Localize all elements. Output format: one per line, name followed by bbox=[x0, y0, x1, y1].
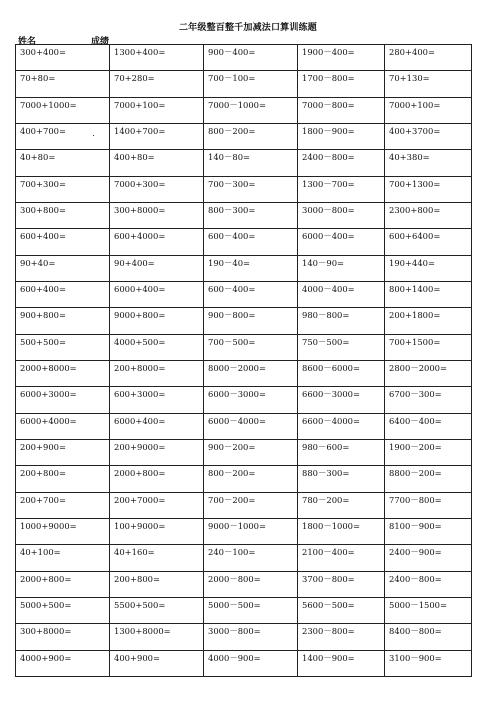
problem-cell bbox=[16, 518, 110, 544]
problem-text: 70+80= bbox=[20, 73, 56, 84]
problem-cell bbox=[204, 387, 298, 413]
problem-text: 4000－400= bbox=[302, 283, 355, 294]
problem-cell bbox=[385, 71, 472, 97]
problem-text: 1800－1000= bbox=[302, 520, 361, 531]
problem-text: 800－300= bbox=[208, 204, 256, 215]
problem-text: 8100－900= bbox=[389, 520, 442, 531]
problem-text: 800－200= bbox=[208, 125, 256, 136]
problem-cell bbox=[110, 360, 204, 386]
problem-text: 7000+300= bbox=[114, 178, 166, 189]
problem-text: 1900－400= bbox=[302, 47, 355, 57]
problem-cell bbox=[298, 150, 385, 176]
problem-text: 2000+8000= bbox=[20, 362, 77, 373]
problem-text: 600+6400= bbox=[389, 231, 441, 242]
problem-cell bbox=[204, 571, 298, 597]
problem-cell bbox=[298, 545, 385, 571]
problem-cell bbox=[110, 466, 204, 492]
name-label: 姓名 bbox=[18, 37, 37, 47]
problem-text: 40+380= bbox=[389, 152, 430, 163]
problem-text: 200+8000= bbox=[114, 362, 166, 373]
problem-text: 5600－500= bbox=[302, 599, 355, 610]
problem-text: 1400－900= bbox=[302, 652, 355, 663]
problem-cell bbox=[385, 597, 472, 623]
table-row bbox=[16, 571, 472, 597]
problem-cell bbox=[298, 439, 385, 465]
problem-text: 40+160= bbox=[114, 547, 155, 558]
problem-cell bbox=[385, 571, 472, 597]
problem-text: 1000+9000= bbox=[20, 520, 77, 531]
problem-text: 2100－400= bbox=[302, 547, 355, 558]
problem-text: 6000－400= bbox=[302, 231, 355, 242]
problem-text: 700+1300= bbox=[389, 178, 441, 189]
problem-cell bbox=[110, 650, 204, 676]
problem-text: 600+400= bbox=[20, 283, 67, 294]
problem-text: 300+8000= bbox=[114, 204, 166, 215]
problem-cell bbox=[298, 597, 385, 623]
problem-text: 6000－3000= bbox=[208, 389, 267, 400]
problem-text: 6000－4000= bbox=[208, 415, 267, 426]
problem-text: 200+800= bbox=[20, 468, 67, 479]
problem-cell bbox=[385, 176, 472, 202]
problem-text: 2400－800= bbox=[389, 573, 442, 584]
problem-text: 190－40= bbox=[208, 257, 251, 268]
problem-cell bbox=[110, 150, 204, 176]
problem-text: 600+3000= bbox=[114, 389, 166, 400]
problem-cell bbox=[110, 229, 204, 255]
problem-text: 6400－400= bbox=[389, 415, 442, 426]
problem-text: 7000+1000= bbox=[20, 99, 77, 110]
problem-text: 90+400= bbox=[114, 257, 155, 268]
table-row bbox=[16, 202, 472, 228]
problem-cell bbox=[16, 71, 110, 97]
problem-cell bbox=[385, 255, 472, 281]
table-row bbox=[16, 229, 472, 255]
problem-cell bbox=[298, 387, 385, 413]
problem-cell bbox=[298, 45, 385, 71]
problem-text: 800+1400= bbox=[389, 283, 441, 294]
problem-cell bbox=[204, 466, 298, 492]
problem-text: 300+800= bbox=[20, 204, 67, 215]
problem-text: 200+9000= bbox=[114, 441, 166, 452]
problem-cell bbox=[298, 571, 385, 597]
problem-cell bbox=[385, 97, 472, 123]
problem-cell bbox=[385, 123, 472, 149]
problem-cell bbox=[298, 624, 385, 650]
problem-text: 8600－6000= bbox=[302, 362, 361, 373]
table-row bbox=[16, 71, 472, 97]
problem-cell bbox=[204, 71, 298, 97]
problem-text: 280+400= bbox=[389, 47, 436, 57]
problem-text: 7000+100= bbox=[389, 99, 441, 110]
problem-text: 4000+500= bbox=[114, 336, 166, 347]
problem-text: 700－500= bbox=[208, 336, 256, 347]
table-row bbox=[16, 466, 472, 492]
problem-cell bbox=[16, 466, 110, 492]
problem-cell bbox=[204, 624, 298, 650]
problem-text: 3100－900= bbox=[389, 652, 442, 663]
problem-text: 6600－3000= bbox=[302, 389, 361, 400]
problem-text: 90+40= bbox=[20, 257, 56, 268]
problem-cell bbox=[16, 334, 110, 360]
problem-text: 300+8000= bbox=[20, 626, 72, 637]
problem-cell bbox=[385, 466, 472, 492]
problem-text: 700+1500= bbox=[389, 336, 441, 347]
problem-text: 200+7000= bbox=[114, 494, 166, 505]
problem-cell bbox=[110, 281, 204, 307]
problem-text: 40+100= bbox=[20, 547, 61, 558]
problem-text: 2000+800= bbox=[114, 468, 166, 479]
arithmetic-table bbox=[15, 44, 472, 677]
problem-cell bbox=[385, 413, 472, 439]
problem-cell bbox=[385, 150, 472, 176]
problem-cell bbox=[16, 202, 110, 228]
problem-cell bbox=[298, 650, 385, 676]
problem-text: 3700－800= bbox=[302, 573, 355, 584]
problem-cell bbox=[298, 97, 385, 123]
problem-cell bbox=[204, 518, 298, 544]
score-label: 成绩 bbox=[91, 37, 110, 47]
problem-cell bbox=[298, 492, 385, 518]
problem-cell bbox=[16, 229, 110, 255]
problem-cell bbox=[16, 255, 110, 281]
table-row bbox=[16, 439, 472, 465]
problem-text: 900－400= bbox=[208, 47, 256, 57]
problem-cell bbox=[204, 334, 298, 360]
problem-cell bbox=[110, 71, 204, 97]
problem-text: 5500+500= bbox=[114, 599, 166, 610]
problem-cell bbox=[16, 150, 110, 176]
problem-text: 1700－800= bbox=[302, 73, 355, 84]
problem-text: 400+80= bbox=[114, 152, 155, 163]
problem-cell bbox=[385, 229, 472, 255]
problem-text: 100+9000= bbox=[114, 520, 166, 531]
problem-text: 6000+3000= bbox=[20, 389, 77, 400]
problem-text: 7000－1000= bbox=[208, 99, 267, 110]
problem-text: 70+280= bbox=[114, 73, 155, 84]
problem-text: 140－80= bbox=[208, 152, 251, 163]
table-row bbox=[16, 45, 472, 71]
problem-text: 980－800= bbox=[302, 310, 350, 321]
problem-text: 2000+800= bbox=[20, 573, 72, 584]
problem-text: 1300+400= bbox=[114, 47, 166, 57]
problem-cell bbox=[298, 413, 385, 439]
problem-text: 700－100= bbox=[208, 73, 256, 84]
problem-text: 4000+900= bbox=[20, 652, 72, 663]
problem-text: 6000+400= bbox=[114, 283, 166, 294]
problem-text: 400+3700= bbox=[389, 125, 441, 136]
problem-text: 3000－800= bbox=[208, 626, 261, 637]
problem-cell bbox=[204, 123, 298, 149]
problem-text: 3000－800= bbox=[302, 204, 355, 215]
problem-cell bbox=[385, 387, 472, 413]
problem-text: 2300+800= bbox=[389, 204, 441, 215]
problem-text: 2000－800= bbox=[208, 573, 261, 584]
problem-cell bbox=[110, 97, 204, 123]
problem-cell bbox=[385, 334, 472, 360]
problem-cell bbox=[204, 97, 298, 123]
problem-cell bbox=[385, 439, 472, 465]
problem-text: 400+900= bbox=[114, 652, 161, 663]
problem-text: 2300－800= bbox=[302, 626, 355, 637]
problem-text: 190+440= bbox=[389, 257, 436, 268]
problem-cell bbox=[204, 545, 298, 571]
problem-cell bbox=[204, 439, 298, 465]
problem-cell bbox=[16, 413, 110, 439]
problem-cell bbox=[110, 334, 204, 360]
problem-cell bbox=[16, 97, 110, 123]
problem-cell bbox=[298, 123, 385, 149]
problem-text: 200+1800= bbox=[389, 310, 441, 321]
table-row bbox=[16, 413, 472, 439]
problem-cell bbox=[110, 202, 204, 228]
problem-cell bbox=[204, 413, 298, 439]
problem-cell bbox=[110, 571, 204, 597]
problem-cell bbox=[16, 387, 110, 413]
problem-cell bbox=[204, 176, 298, 202]
problem-text: 800－200= bbox=[208, 468, 256, 479]
problem-text: 900－200= bbox=[208, 441, 256, 452]
table-row bbox=[16, 334, 472, 360]
problem-text: 2400－900= bbox=[389, 547, 442, 558]
problem-cell bbox=[298, 255, 385, 281]
problem-cell bbox=[385, 45, 472, 71]
table-row bbox=[16, 97, 472, 123]
problem-text: 200+700= bbox=[20, 494, 67, 505]
problem-text: 880－300= bbox=[302, 468, 350, 479]
problem-text: 600－400= bbox=[208, 231, 256, 242]
problem-cell bbox=[110, 545, 204, 571]
table-row bbox=[16, 123, 472, 149]
problem-text: 700－300= bbox=[208, 178, 256, 189]
problem-text: 750－500= bbox=[302, 336, 350, 347]
problem-text: 600－400= bbox=[208, 283, 256, 294]
problem-cell bbox=[385, 202, 472, 228]
problem-cell bbox=[16, 624, 110, 650]
problem-cell bbox=[204, 202, 298, 228]
problem-cell bbox=[16, 545, 110, 571]
problem-cell bbox=[298, 71, 385, 97]
problem-text: 980－600= bbox=[302, 441, 350, 452]
problem-cell bbox=[204, 45, 298, 71]
problem-cell bbox=[204, 150, 298, 176]
problem-cell bbox=[16, 123, 110, 149]
problem-text: 70+130= bbox=[389, 73, 430, 84]
problem-cell bbox=[110, 45, 204, 71]
problem-text: 600+4000= bbox=[114, 231, 166, 242]
problem-cell bbox=[385, 308, 472, 334]
problem-text: 700－200= bbox=[208, 494, 256, 505]
problem-text: 6700－300= bbox=[389, 389, 442, 400]
problem-text: 4000－900= bbox=[208, 652, 261, 663]
problem-text: 1900－200= bbox=[389, 441, 442, 452]
problem-cell bbox=[16, 360, 110, 386]
table-row bbox=[16, 281, 472, 307]
problem-cell bbox=[110, 255, 204, 281]
table-row bbox=[16, 387, 472, 413]
problem-text: 8800－200= bbox=[389, 468, 442, 479]
problem-text: 1300－700= bbox=[302, 178, 355, 189]
problem-cell bbox=[16, 45, 110, 71]
problem-cell bbox=[385, 360, 472, 386]
problem-cell bbox=[110, 439, 204, 465]
problem-text: 500+500= bbox=[20, 336, 67, 347]
problem-cell bbox=[298, 202, 385, 228]
problem-text: 5000－1500= bbox=[389, 599, 448, 610]
problem-cell bbox=[385, 624, 472, 650]
problem-cell bbox=[298, 308, 385, 334]
problem-cell bbox=[16, 597, 110, 623]
problem-text: 780－200= bbox=[302, 494, 350, 505]
problem-cell bbox=[298, 360, 385, 386]
problem-cell bbox=[298, 176, 385, 202]
problem-cell bbox=[204, 281, 298, 307]
problem-text: 6000+400= bbox=[114, 415, 166, 426]
problem-cell bbox=[110, 176, 204, 202]
problem-cell bbox=[385, 650, 472, 676]
problem-text: 6000+4000= bbox=[20, 415, 77, 426]
problem-text: 300+400= bbox=[20, 47, 67, 57]
problem-text: 8000－2000= bbox=[208, 362, 267, 373]
problem-text: 5000－500= bbox=[208, 599, 261, 610]
table-row bbox=[16, 308, 472, 334]
problem-text: 9000－1000= bbox=[208, 520, 267, 531]
problem-cell bbox=[110, 624, 204, 650]
problem-cell bbox=[110, 387, 204, 413]
problem-text: 8400－800= bbox=[389, 626, 442, 637]
problem-cell bbox=[204, 229, 298, 255]
problem-text: 2400－800= bbox=[302, 152, 355, 163]
problem-cell bbox=[110, 123, 204, 149]
problem-text: 1400+700= bbox=[114, 125, 166, 136]
problem-cell bbox=[298, 518, 385, 544]
problem-cell bbox=[298, 466, 385, 492]
problem-cell bbox=[385, 281, 472, 307]
problem-cell bbox=[298, 334, 385, 360]
stray-mark bbox=[93, 135, 94, 136]
table-row bbox=[16, 624, 472, 650]
problem-cell bbox=[385, 518, 472, 544]
problem-text: 1300+8000= bbox=[114, 626, 171, 637]
page-title: 二年级整百整千加减法口算训练题 bbox=[178, 23, 317, 33]
table-row bbox=[16, 492, 472, 518]
problem-text: 2800－2000= bbox=[389, 362, 448, 373]
problem-text: 700+300= bbox=[20, 178, 67, 189]
problem-text: 140－90= bbox=[302, 257, 345, 268]
table-row bbox=[16, 650, 472, 676]
problem-text: 900－800= bbox=[208, 310, 256, 321]
problem-text: 1800－900= bbox=[302, 125, 355, 136]
table-row bbox=[16, 176, 472, 202]
table-row bbox=[16, 518, 472, 544]
problem-cell bbox=[16, 308, 110, 334]
problem-cell bbox=[204, 255, 298, 281]
problem-text: 600+400= bbox=[20, 231, 67, 242]
problem-cell bbox=[204, 650, 298, 676]
problem-text: 240－100= bbox=[208, 547, 256, 558]
problem-cell bbox=[16, 571, 110, 597]
table-row bbox=[16, 597, 472, 623]
problem-cell bbox=[110, 597, 204, 623]
problem-cell bbox=[204, 492, 298, 518]
problem-text: 200+800= bbox=[114, 573, 161, 584]
problem-cell bbox=[16, 176, 110, 202]
problem-cell bbox=[16, 492, 110, 518]
problem-text: 7700－800= bbox=[389, 494, 442, 505]
problem-text: 5000+500= bbox=[20, 599, 72, 610]
problem-cell bbox=[110, 413, 204, 439]
problem-text: 400+700= bbox=[20, 125, 67, 136]
problem-cell bbox=[110, 518, 204, 544]
problem-cell bbox=[16, 650, 110, 676]
problem-cell bbox=[16, 281, 110, 307]
problem-text: 7000+100= bbox=[114, 99, 166, 110]
problem-text: 6600－4000= bbox=[302, 415, 361, 426]
problem-cell bbox=[204, 597, 298, 623]
table-row bbox=[16, 545, 472, 571]
problem-cell bbox=[16, 439, 110, 465]
problem-text: 900+800= bbox=[20, 310, 67, 321]
problem-cell bbox=[385, 545, 472, 571]
problem-cell bbox=[204, 360, 298, 386]
table-row bbox=[16, 360, 472, 386]
problem-cell bbox=[298, 281, 385, 307]
problem-text: 200+900= bbox=[20, 441, 67, 452]
problem-cell bbox=[204, 308, 298, 334]
table-row bbox=[16, 150, 472, 176]
problem-text: 7000－800= bbox=[302, 99, 355, 110]
problem-cell bbox=[110, 492, 204, 518]
problem-text: 40+80= bbox=[20, 152, 56, 163]
problem-cell bbox=[110, 308, 204, 334]
problem-cell bbox=[298, 229, 385, 255]
problem-text: 9000+800= bbox=[114, 310, 166, 321]
table-row bbox=[16, 255, 472, 281]
problem-cell bbox=[385, 492, 472, 518]
